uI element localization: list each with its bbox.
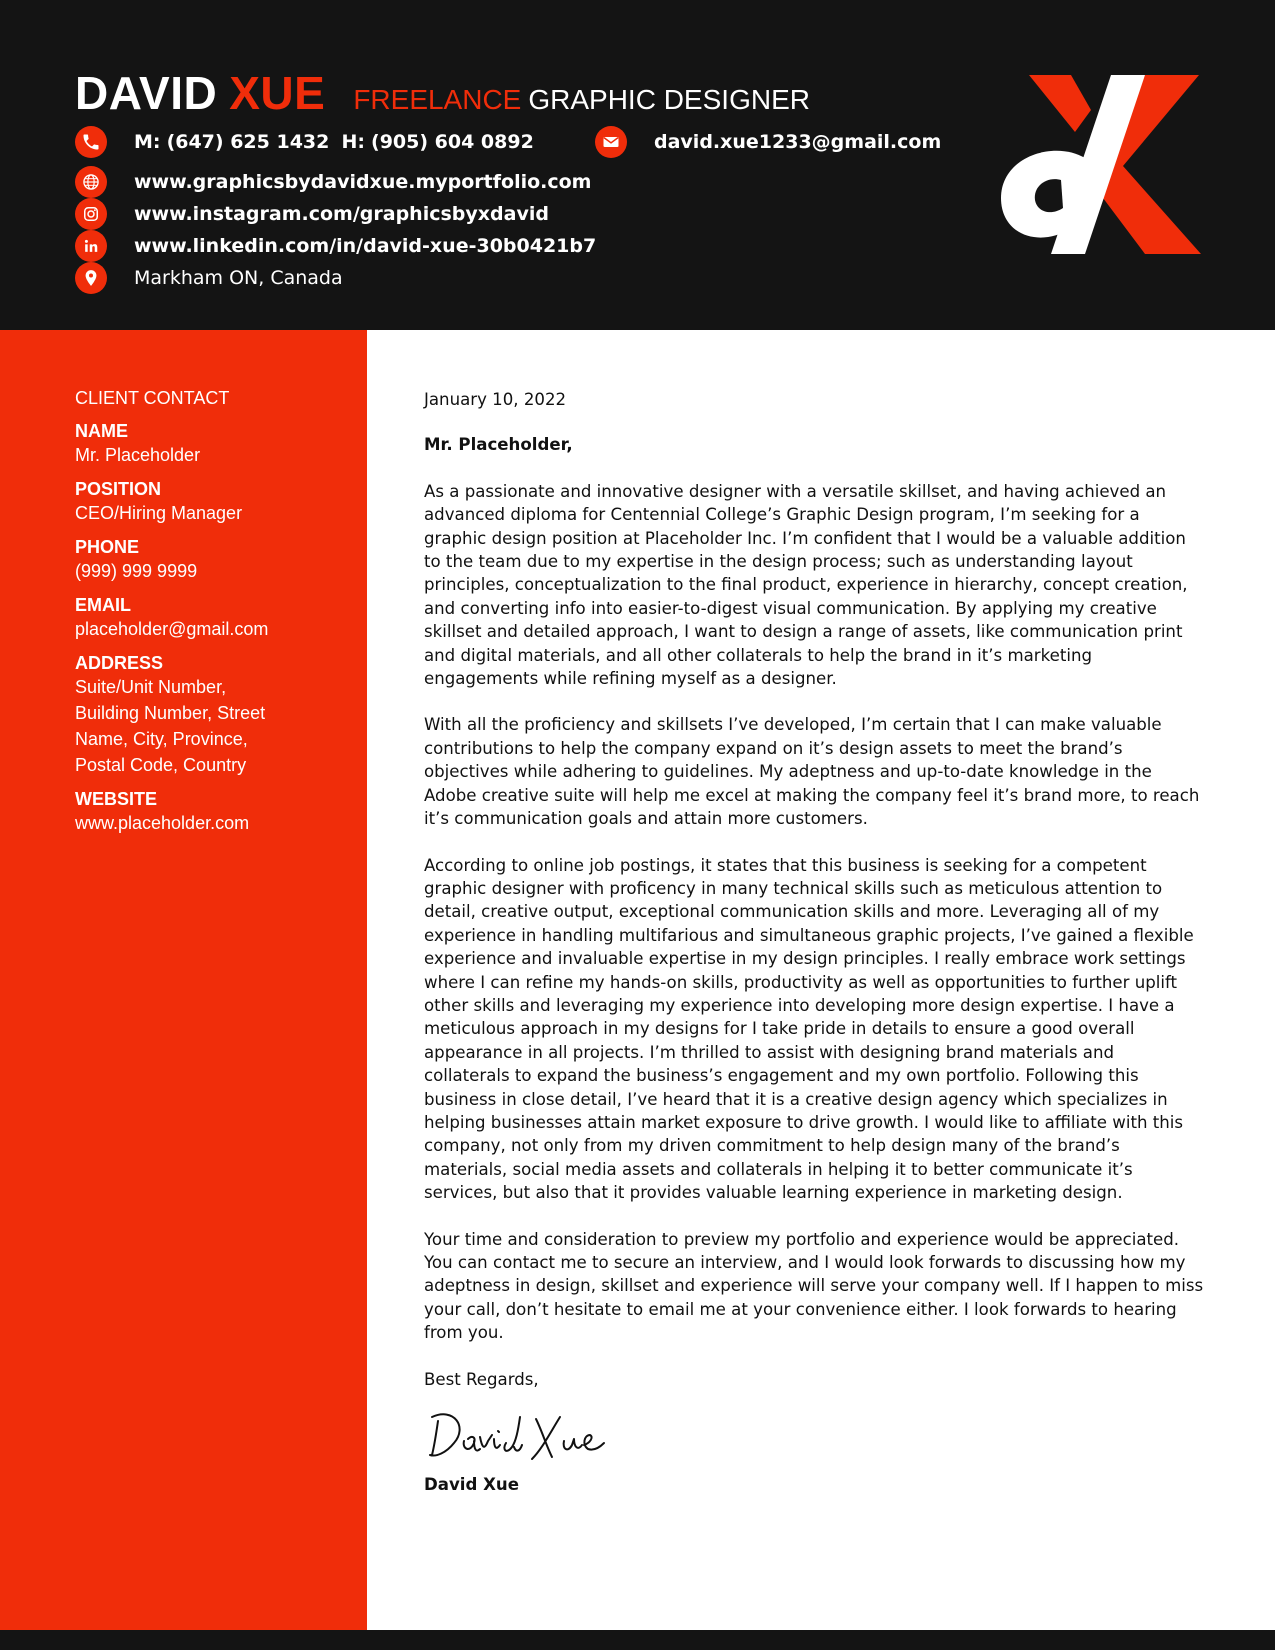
- letter-paragraph-3: According to online job postings, it states that this business is seeking for a competent graphic designer with proficency in many technical skills such as meticulous attention to detail, creative output, exceptional communication skills and more. Leveraging all of my experience in handling multifarious and simultaneous graphic projects, I’ve gained a flexible experience and invaluable expertise in my design principles. I really embrace work settings where I can refine my hands-on skills, productivity as well as opportunities to further uplift other skills and leveraging my experience into developing more design expertise. I have a meticulous approach in my designs for I take pride in details to ensure a good overall appearance in all projects. I’m thrilled to assist with designing brand materials and collaterals to expand the business’s engagement and my own portfolio. Following this business in close detail, I’ve heard that it is a creative design agency which specializes in helping businesses attain market exposure to drive growth. I would like to affiliate with this company, not only from my driven commitment to help design many of the brand’s materials, social media assets and collaterals in helping it to better communicate it’s services, but also that it provides valuable learning experience in marketing design.: [424, 855, 1194, 1203]
- client-phone-label: PHONE: [75, 537, 140, 557]
- instagram-icon: [75, 198, 107, 230]
- letter-body: [424, 388, 1204, 1496]
- title-accent: FREELANCE: [353, 84, 522, 115]
- client-address-value: Suite/Unit Number, Building Number, Street Name, City, Province, Postal Code, Country: [75, 677, 266, 775]
- client-phone-value: (999) 999 9999: [75, 561, 198, 581]
- client-website-label: WEBSITE: [75, 789, 158, 809]
- handwritten-signature: [424, 1397, 624, 1467]
- client-position-value: CEO/Hiring Manager: [75, 503, 243, 523]
- contact-portfolio[interactable]: [75, 166, 591, 198]
- name-title-row: [75, 66, 810, 120]
- contact-instagram[interactable]: [75, 198, 549, 230]
- title-main: GRAPHIC DESIGNER: [528, 84, 810, 115]
- letter-paragraph-1: As a passionate and innovative designer with a versatile skillset, and having achieved an advanced diploma for Centennial College’s Graphic Design program, I’m seeking for a graphic design position at Placeholder Inc. I’m confident that I would be a valuable addition to the team due to my expertise in the design process; such as understanding layout principles, conceptualization to the final product, experience in hierarchy, concept creation, and converting info into easier-to-digest visual communication. By applying my creative skillset and detailed approach, I want to design a range of assets, like communication print and digital materials, and all other collaterals to help the brand in it’s marketing engagements while refining myself as a designer.: [424, 481, 1188, 689]
- linkedin-text: www.linkedin.com/in/david-xue-30b0421b7: [134, 235, 597, 257]
- dx-logo: [995, 70, 1205, 260]
- contact-email[interactable]: [595, 126, 941, 158]
- client-address-label: ADDRESS: [75, 653, 164, 673]
- client-contact-heading: CLIENT CONTACT: [75, 388, 230, 408]
- phone-m: (647) 625 1432: [166, 131, 330, 153]
- phone-h: (905) 604 0892: [371, 131, 534, 153]
- location-pin-icon: [75, 262, 107, 294]
- client-website-value: www.placeholder.com: [75, 813, 250, 833]
- letter-paragraph-4: Your time and consideration to preview my portfolio and experience would be appreciated. You can contact me to secure an interview, and I would look forwards to discussing how my adeptness in design, skillset and experience will serve your company well. If I happen to miss your call, don’t hesitate to email me at your convenience either. I look forwards to hearing from you.: [424, 1229, 1204, 1343]
- email-text: david.xue1233@gmail.com: [654, 131, 942, 153]
- contact-location: [75, 262, 343, 294]
- name-last: XUE: [229, 67, 326, 119]
- client-contact-sidebar: [0, 330, 367, 1630]
- header: [0, 0, 1275, 330]
- contact-linkedin[interactable]: [75, 230, 596, 262]
- client-name-label: NAME: [75, 421, 128, 441]
- name-first: DAVID: [75, 67, 218, 119]
- letter-closing: Best Regards,: [424, 1369, 539, 1389]
- phone-icon: [75, 126, 107, 158]
- client-email-label: EMAIL: [75, 595, 131, 615]
- phone-h-label: H:: [341, 131, 365, 153]
- client-name-value: Mr. Placeholder: [75, 445, 201, 465]
- letter-paragraph-2: With all the proficiency and skillsets I’ve developed, I’m certain that I can make valuable contributions to help the company expand on it’s design assets to meet the brand’s objectives while adhering to guidelines. My adeptness and up-to-date knowledge in the Adobe creative suite will help me excel at making the company feel it’s brand more, to reach it’s communication goals and attain more customers.: [424, 715, 1200, 829]
- portfolio-text: www.graphicsbydavidxue.myportfolio.com: [134, 171, 592, 193]
- letter-date: January 10, 2022: [424, 390, 567, 409]
- email-icon: [595, 126, 627, 158]
- location-text: Markham ON, Canada: [134, 267, 343, 289]
- footer-bar: [0, 1630, 1275, 1650]
- contact-phone[interactable]: [75, 126, 534, 158]
- instagram-text: www.instagram.com/graphicsbyxdavid: [134, 203, 549, 225]
- phone-m-label: M:: [134, 131, 161, 153]
- client-contact-block: [75, 388, 355, 836]
- linkedin-icon: [75, 230, 107, 262]
- letter-salutation: Mr. Placeholder,: [424, 435, 573, 455]
- client-email-value: placeholder@gmail.com: [75, 619, 269, 639]
- globe-icon: [75, 166, 107, 198]
- client-position-label: POSITION: [75, 479, 162, 499]
- letter-signer: David Xue: [424, 1475, 519, 1495]
